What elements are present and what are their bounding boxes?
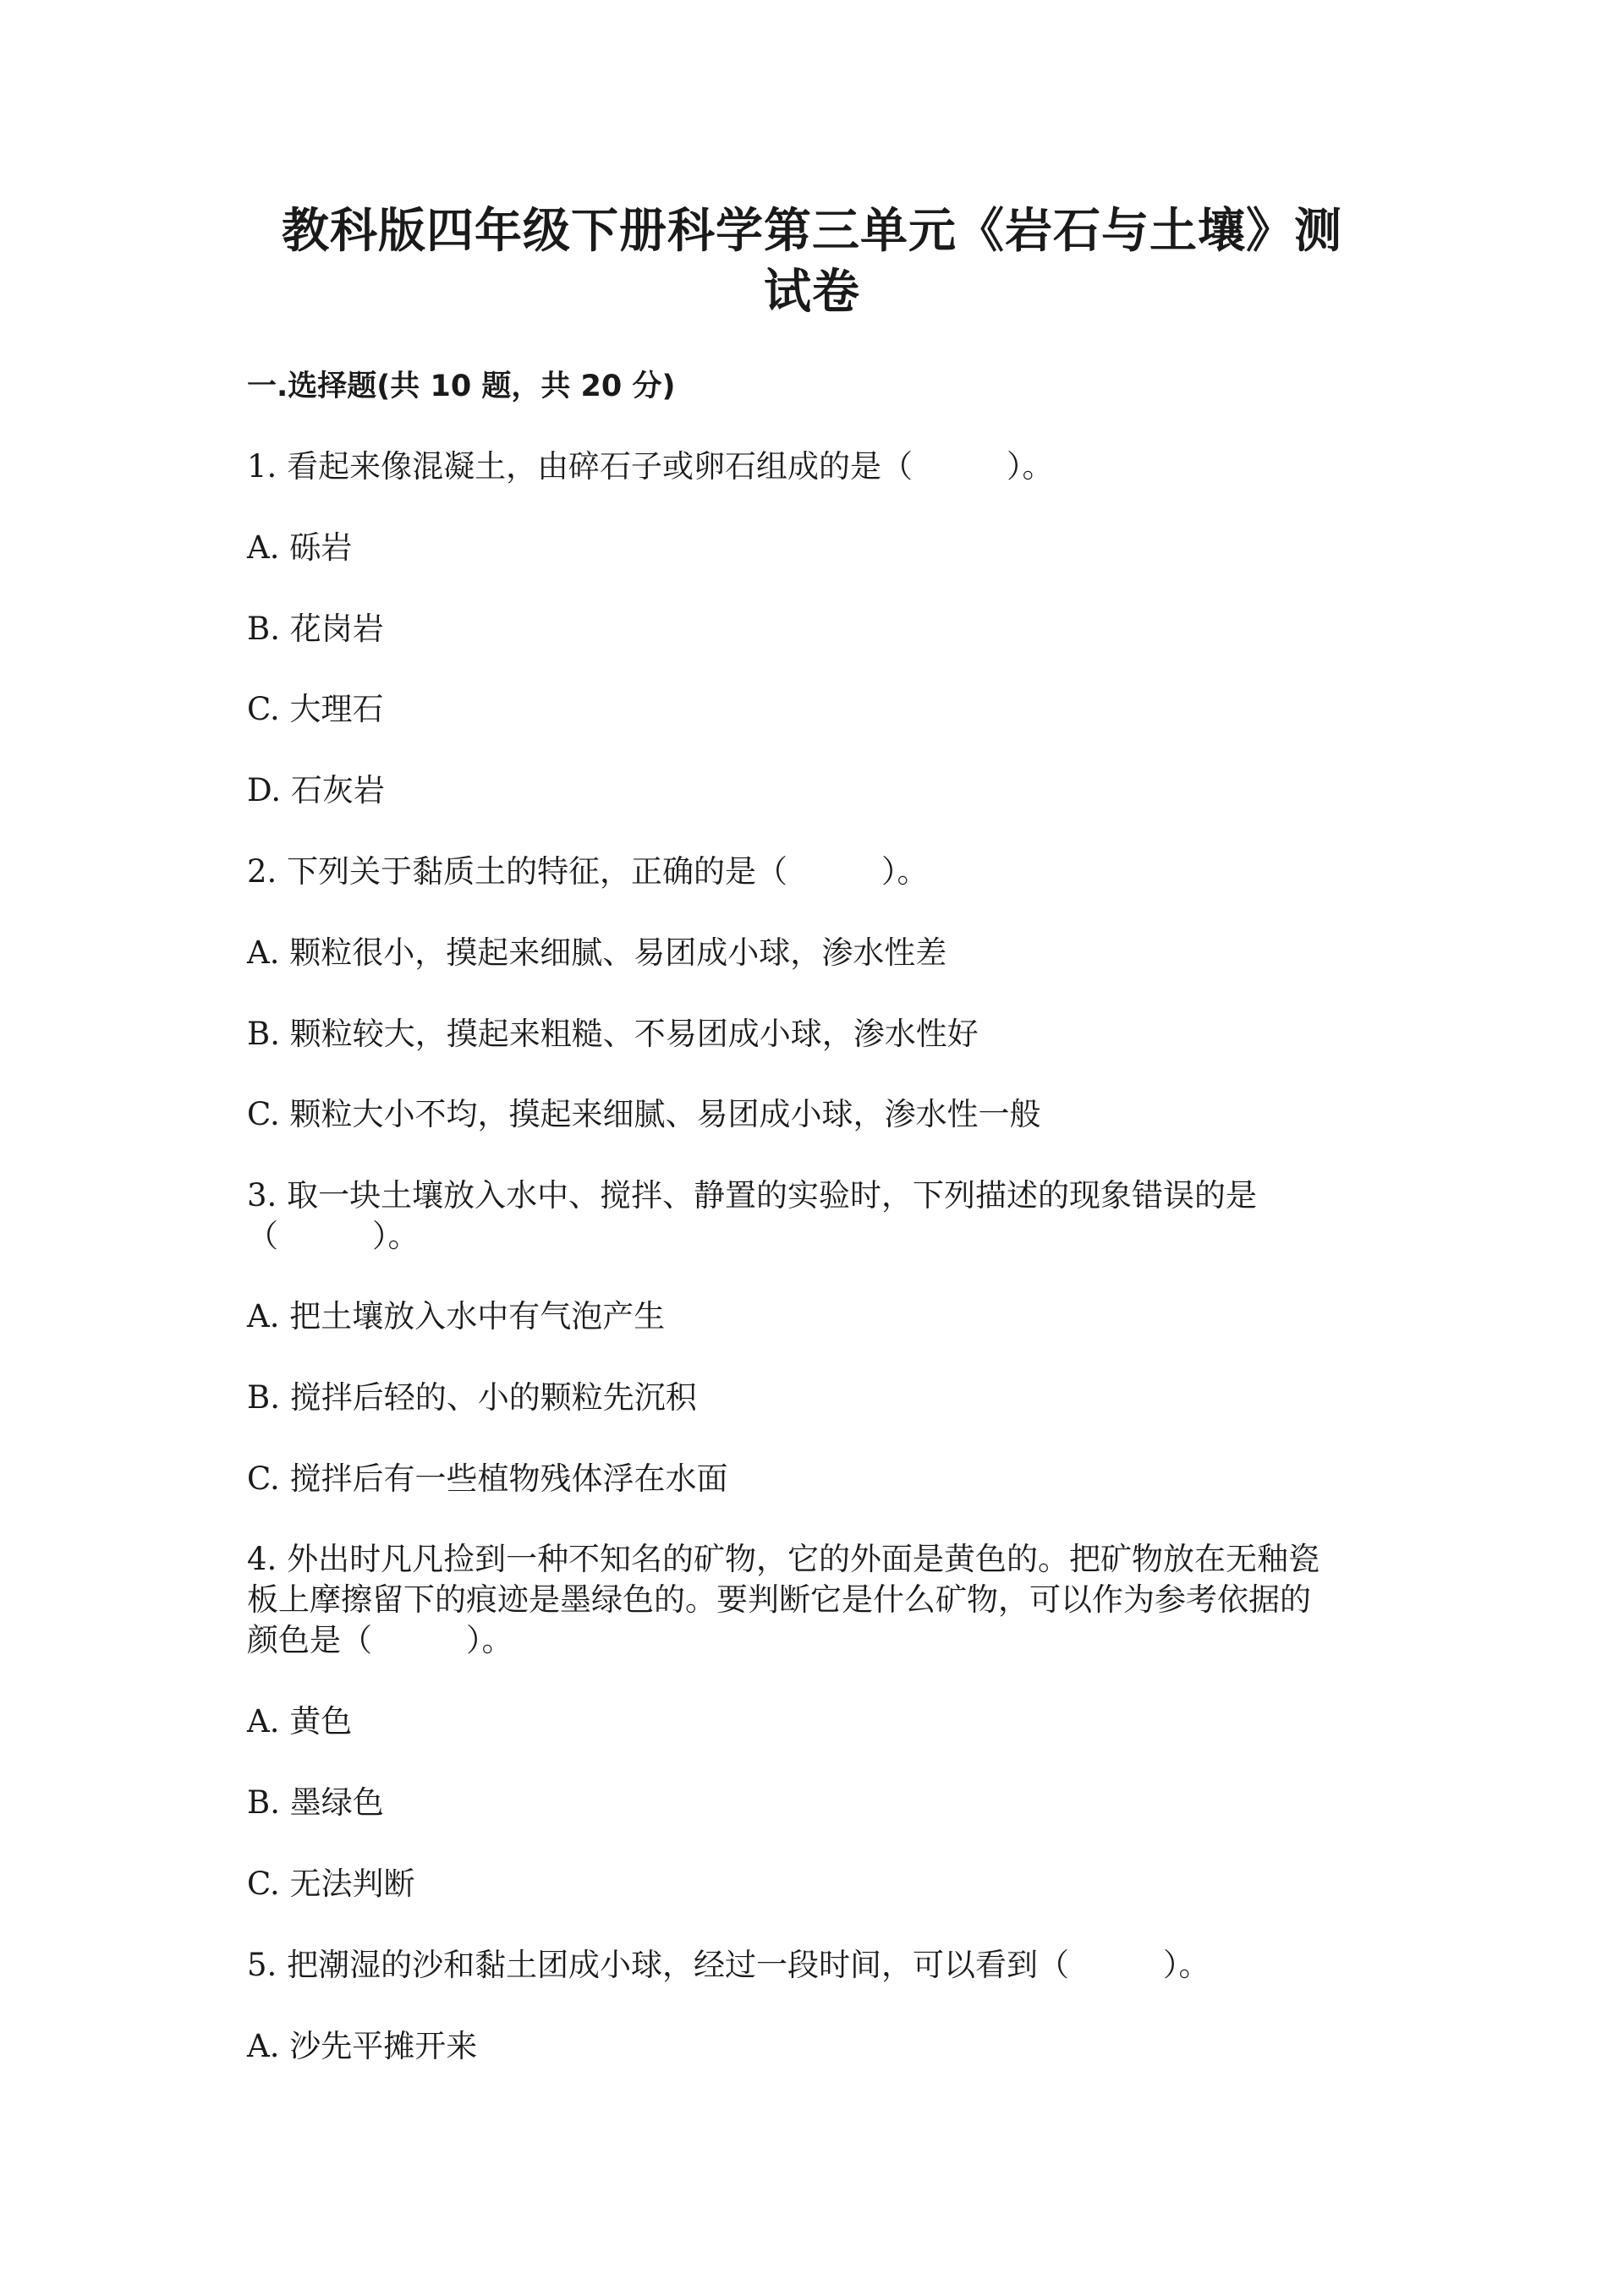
question-2-option-b: B. 颗粒较大，摸起来粗糙、不易团成小球，渗水性好: [247, 1016, 979, 1052]
question-4-text-line-1: 4. 外出时凡凡捡到一种不知名的矿物，它的外面是黄色的。把矿物放在无釉瓷: [247, 1541, 1320, 1577]
question-4-text-line-3: 颜色是（ ）。: [247, 1622, 513, 1658]
question-1-option-b: B. 花岗岩: [247, 611, 384, 647]
question-4-option-c: C. 无法判断: [247, 1866, 415, 1902]
question-4-text-line-2: 板上摩擦留下的痕迹是墨绿色的。要判断它是什么矿物，可以作为参考依据的: [247, 1581, 1311, 1618]
title-line-1: 教科版四年级下册科学第三单元《岩石与土壤》测: [282, 204, 1342, 259]
section-header: 一.选择题(共 10 题，共 20 分): [247, 370, 676, 403]
question-5-option-a: A. 沙先平摊开来: [247, 2028, 478, 2064]
question-4-option-a: A. 黄色: [247, 1703, 353, 1740]
question-1-option-d: D. 石灰岩: [247, 772, 385, 808]
question-4-option-b: B. 墨绿色: [247, 1784, 384, 1821]
question-1-option-c: C. 大理石: [247, 691, 384, 727]
question-3-text-line-1: 3. 取一块土壤放入水中、搅拌、静置的实验时，下列描述的现象错误的是: [247, 1177, 1258, 1214]
question-2-option-c: C. 颗粒大小不均，摸起来细腻、易团成小球，渗水性一般: [247, 1096, 1041, 1132]
question-3-text-line-2: （ ）。: [247, 1218, 420, 1254]
question-2-option-a: A. 颗粒很小，摸起来细腻、易团成小球，渗水性差: [247, 934, 947, 971]
question-2-text: 2. 下列关于黏质土的特征，正确的是（ ）。: [247, 853, 929, 890]
question-3-option-a: A. 把土壤放入水中有气泡产生: [247, 1298, 666, 1334]
title-line-2: 试卷: [764, 265, 860, 320]
question-3-option-b: B. 搅拌后轻的、小的颗粒先沉积: [247, 1379, 697, 1416]
question-1-text: 1. 看起来像混凝土，由碎石子或卵石组成的是（ ）。: [247, 448, 1054, 485]
question-3-option-c: C. 搅拌后有一些植物残体浮在水面: [247, 1460, 728, 1497]
page-title: [254, 201, 1370, 323]
question-5-text: 5. 把潮湿的沙和黏土团成小球，经过一段时间，可以看到（ ）。: [247, 1947, 1210, 1983]
question-1-option-a: A. 砾岩: [247, 529, 353, 566]
